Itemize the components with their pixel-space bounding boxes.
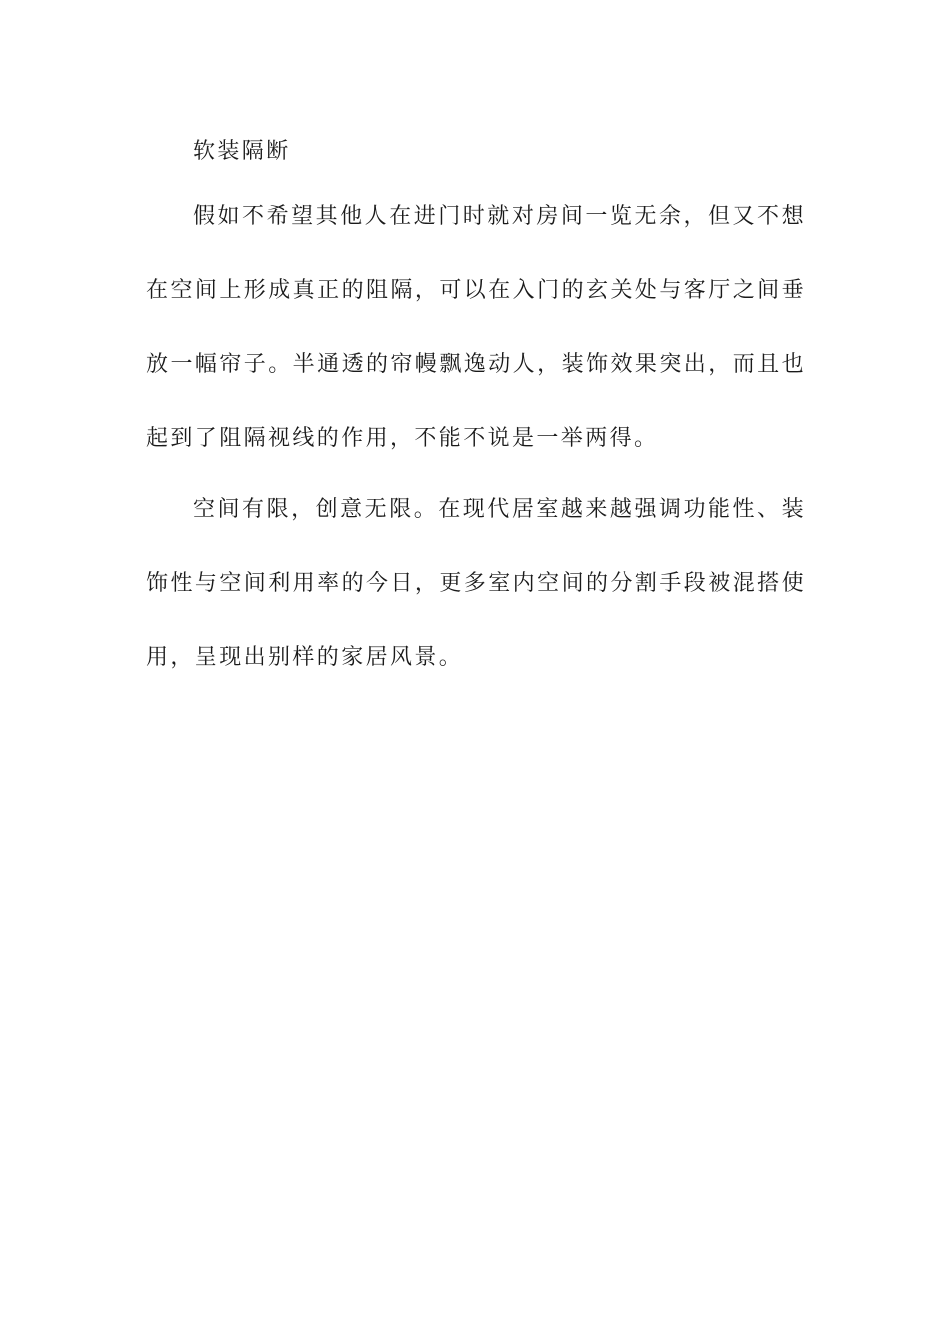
- paragraph: 空间有限，创意无限。在现代居室越来越强调功能性、装饰性与空间利用率的今日，更多室内空间的分割手段被混搭使用，呈现出别样的家居风景。: [146, 497, 806, 670]
- document-body: [146, 131, 806, 695]
- section-heading: 软装隔断: [193, 139, 291, 164]
- paragraph: 假如不希望其他人在进门时就对房间一览无余，但又不想在空间上形成真正的阻隔，可以在入门的玄关处与客厅之间垂放一幅帘子。半通透的帘幔飘逸动人，装饰效果突出，而且也起到了阻隔视线的作用，不能不说是一举两得。: [146, 204, 806, 451]
